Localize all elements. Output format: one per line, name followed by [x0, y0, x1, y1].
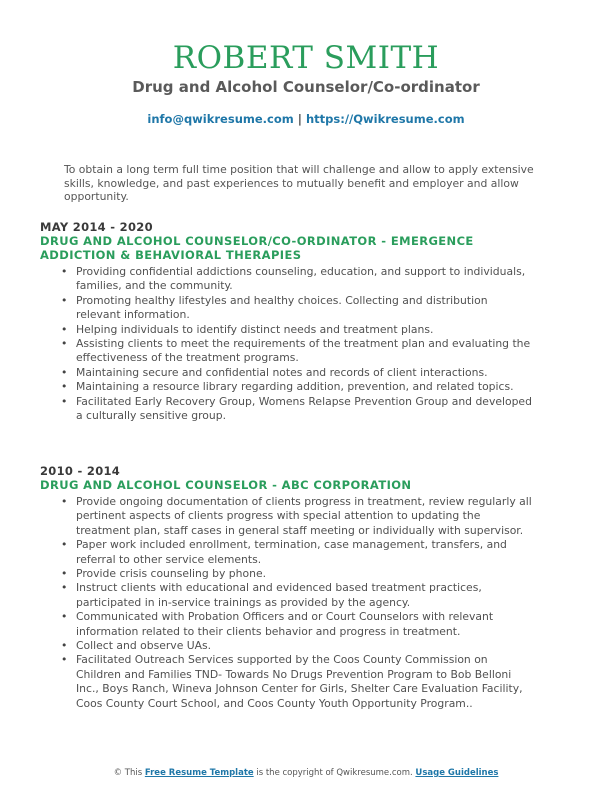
contact-separator: | [297, 112, 302, 126]
bullet-item: • Paper work included enrollment, termination, case management, transfers, and referral to other service elements. [76, 538, 535, 567]
bullet-item: • Helping individuals to identify distinct needs and treatment plans. [76, 323, 535, 337]
bullet-item: • Facilitated Early Recovery Group, Womens Relapse Prevention Group and developed a culturally sensitive group. [76, 395, 535, 424]
job-title: DRUG AND ALCOHOL COUNSELOR - ABC CORPORATION [40, 478, 412, 492]
bullet-item: • Maintaining secure and confidential notes and records of client interactions. [76, 366, 535, 380]
website-link[interactable]: https://Qwikresume.com [305, 112, 465, 126]
bullet-item: • Assisting clients to meet the requirements of the treatment plan and evaluating the effectiveness of the treatment programs. [76, 337, 535, 366]
bullet-item: • Provide crisis counseling by phone. [76, 567, 535, 581]
footer-prefix: © This [113, 768, 143, 778]
bullet-item: • Instruct clients with educational and evidenced based treatment practices, participated in in-service trainings as provided by the agency. [76, 581, 535, 610]
bullet-item: • Maintaining a resource library regarding addition, prevention, and related topics. [76, 380, 535, 394]
free-resume-template-link[interactable]: Free Resume Template [144, 768, 254, 778]
bullet-item: • Providing confidential addictions counseling, education, and support to individuals, families, and the community. [76, 265, 535, 294]
experience-entry-2 [40, 464, 535, 711]
bullet-item: • Facilitated Outreach Services supported by the Coos County Commission on Children and Families TND- Towards No Drugs Prevention Program to Bob Belloni Inc., Boys Ranch, Wineva Johnson Center for Girls, Shelter Care Evaluation Facility, Coos County Court School, and Coos County Youth Opportunity Program.. [76, 653, 535, 711]
bullet-item: • Promoting healthy lifestyles and healthy choices. Collecting and distribution relevant information. [76, 294, 535, 323]
candidate-title: Drug and Alcohol Counselor/Co-ordinator [132, 78, 480, 96]
bullet-item: • Collect and observe UAs. [76, 639, 535, 653]
footer-middle: is the copyright of Qwikresume.com. [256, 768, 413, 778]
objective-text: To obtain a long term full time position that will challenge and allow to apply extensive skills, knowledge, and past experiences to mutually benefit and employer and allow opportunity. [64, 163, 534, 204]
job-title: DRUG AND ALCOHOL COUNSELOR/CO-ORDINATOR - EMERGENCE ADDICTION & BEHAVIORAL THERAPIES [40, 234, 474, 262]
job-dates: 2010 - 2014 [40, 464, 121, 478]
job-bullets [40, 495, 535, 711]
bullet-item: • Communicated with Probation Officers and or Court Counselors with relevant information related to their clients behavior and progress in treatment. [76, 610, 535, 639]
contact-line [0, 111, 612, 127]
bullet-item: • Provide ongoing documentation of clients progress in treatment, review regularly all pertinent aspects of clients progress with special attention to updating the treatment plan, staff cases in general staff meeting or individually with supervisor. [76, 495, 535, 538]
email-link[interactable]: info@qwikresume.com [147, 112, 294, 126]
usage-guidelines-link[interactable]: Usage Guidelines [415, 768, 499, 778]
footer [0, 767, 612, 779]
candidate-name: ROBERT SMITH [172, 40, 440, 76]
job-dates: MAY 2014 - 2020 [40, 220, 153, 234]
experience-entry-1 [40, 220, 535, 423]
job-bullets [40, 265, 535, 423]
